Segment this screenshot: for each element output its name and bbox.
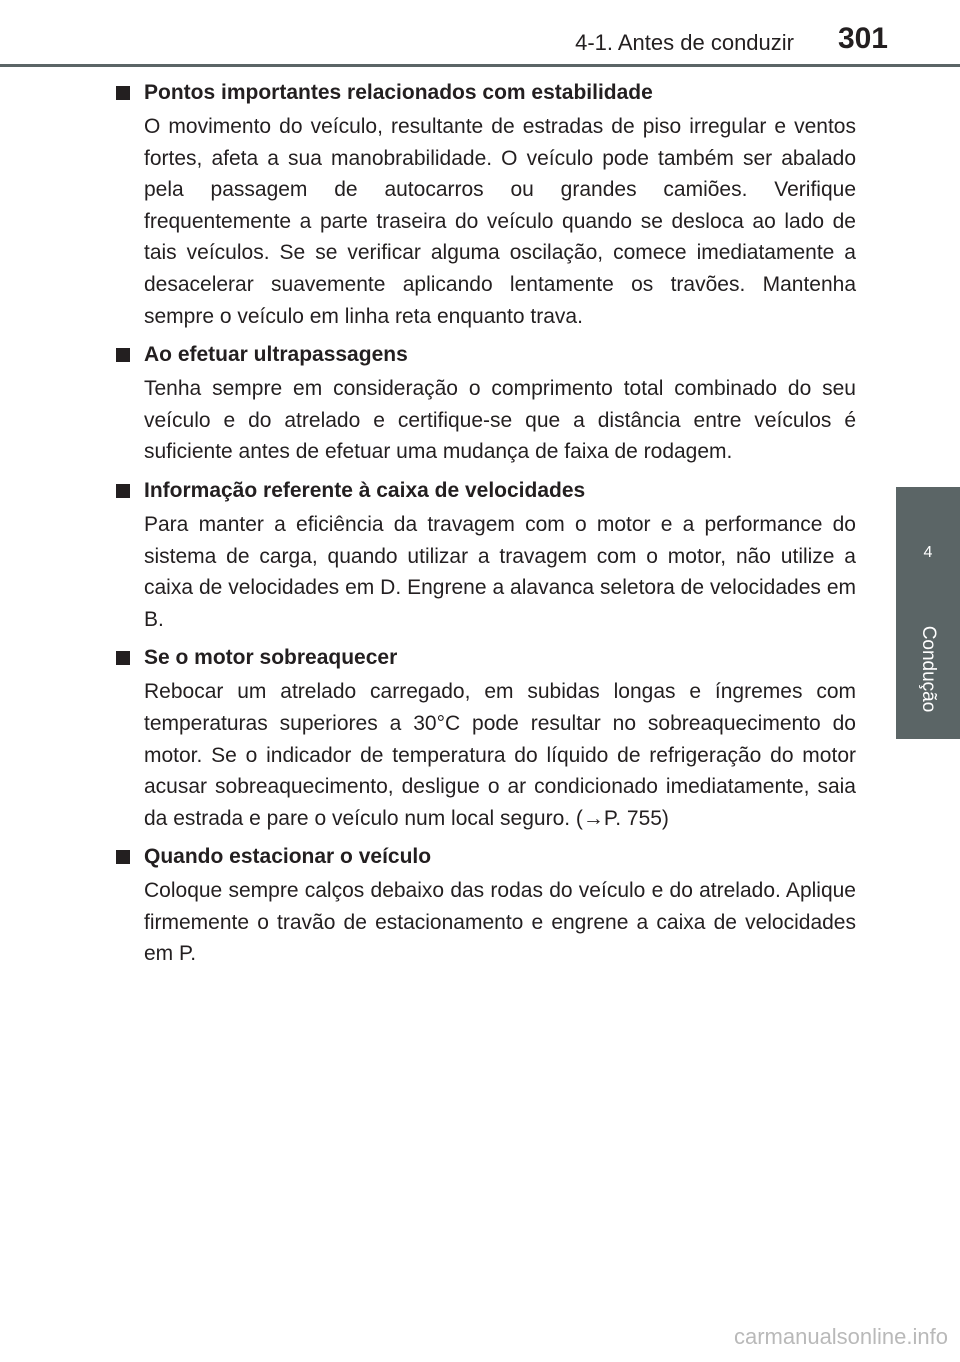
section-title: Quando estacionar o veículo <box>144 845 432 869</box>
section-body: Rebocar um atrelado carregado, em subidas longas e íngremes com temperaturas superiores a 30°C pode resultar no sobreaquecimento do motor. Se o indicador de temperatura do líquido de refrigeração do motor acusar sobreaquecimento, desligue o ar condicionado imediatamente, saia da estrada e pare o veículo num local seguro. (→P. 755) <box>144 680 856 830</box>
section-body: Para manter a eficiência da travagem com o motor e a performance do sistema de carga, quando utilizar a travagem com o motor, não utilize a caixa de velocidades em D. Engrene a alavanca seletora de velocidades em B. <box>144 512 856 631</box>
section-heading <box>114 78 856 108</box>
chapter-tab-number: 4 <box>923 544 933 561</box>
watermark-text: carmanualsonline.info <box>733 1324 948 1349</box>
section-parking <box>114 842 856 970</box>
section-heading <box>114 842 856 872</box>
section-heading <box>114 340 856 370</box>
section-title: Pontos importantes relacionados com estabilidade <box>144 81 653 104</box>
section-title: Ao efetuar ultrapassagens <box>144 343 408 367</box>
section-title: Se o motor sobreaquecer <box>144 646 398 670</box>
chapter-side-strip <box>896 599 960 739</box>
square-bullet-icon <box>116 651 130 665</box>
main-content <box>114 78 856 978</box>
section-stability <box>114 78 856 332</box>
section-heading <box>114 643 856 673</box>
page-number: 301 <box>837 22 888 55</box>
chapter-tab-label: Condução <box>918 625 939 713</box>
section-overheating <box>114 643 856 834</box>
square-bullet-icon <box>116 850 130 864</box>
section-body: Coloque sempre calços debaixo das rodas do veículo e do atrelado. Aplique firmemente o travão de estacionamento e engrene a caixa de velocidades em P. <box>144 879 856 966</box>
chapter-tab <box>896 487 960 599</box>
section-body: Tenha sempre em consideração o comprimento total combinado do seu veículo e do atrelado e certifique-se que a distância entre veículos é suficiente antes de efetuar uma mudança de faixa de rodagem. <box>144 377 856 464</box>
square-bullet-icon <box>116 348 130 362</box>
square-bullet-icon <box>116 86 130 100</box>
section-title: Informação referente à caixa de velocidades <box>144 478 586 502</box>
square-bullet-icon <box>116 484 130 498</box>
page-header <box>0 0 960 70</box>
section-transmission <box>114 476 856 635</box>
section-heading <box>114 476 856 506</box>
section-body: O movimento do veículo, resultante de estradas de piso irregular e ventos fortes, afeta a sua manobrabilidade. O veículo pode também ser abalado pela passagem de autocarros ou grandes camiões. Verifique frequentemente a parte traseira do veículo quando se desloca ao lado de tais veículos. Se se verificar alguma oscilação, comece imediatamente a desacelerar suavemente aplicando lentamente os travões. Mantenha sempre o veículo em linha reta enquanto trava. <box>144 115 856 328</box>
section-overtaking <box>114 340 856 468</box>
chapter-section-title: 4-1. Antes de conduzir <box>575 30 794 55</box>
header-divider <box>0 64 960 67</box>
